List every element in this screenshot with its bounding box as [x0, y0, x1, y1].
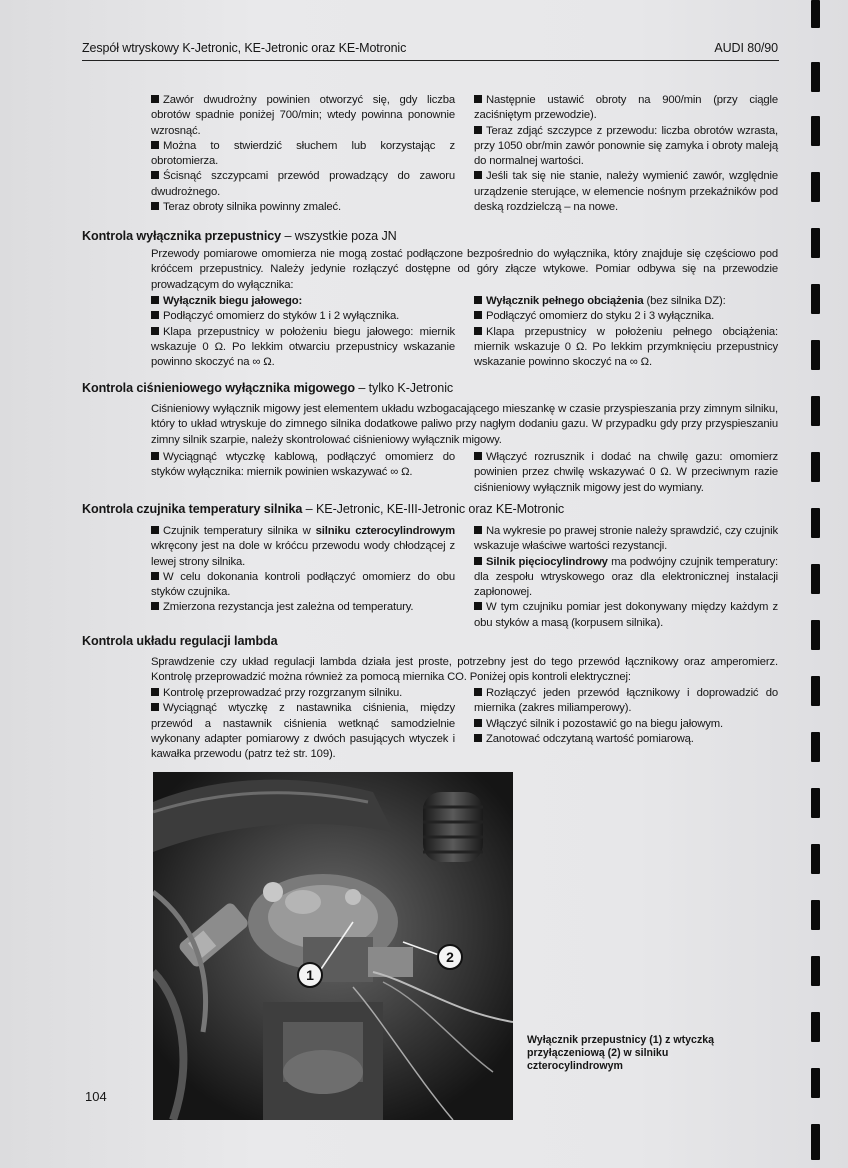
- bullet-square-icon: [474, 126, 482, 134]
- binding-mark: [811, 788, 820, 818]
- bullet-square-icon: [474, 688, 482, 696]
- binding-mark: [811, 116, 820, 146]
- list-item: W tym czujniku pomiar jest dokonywany między każdym z obu styków a masą (korpusem silnika).: [474, 601, 778, 629]
- bullet-square-icon: [474, 719, 482, 727]
- list-item: Następnie ustawić obroty na 900/min (przy ciągle zaciśniętym przewodzie).: [474, 94, 778, 122]
- bullet-square-icon: [474, 171, 482, 179]
- list-item: Podłączyć omomierz do styku 2 i 3 wyłącznika.: [474, 309, 778, 324]
- binding-mark: [811, 676, 820, 706]
- bullet-square-icon: [151, 171, 159, 179]
- list-item: Silnik pięciocylindrowy ma podwójny czujnik temperatury: dla zespołu wtryskowego oraz dla elektronicznej instalacji zapłonowej.: [474, 555, 778, 599]
- binding-mark: [811, 62, 820, 92]
- section5-right-column: [474, 686, 778, 747]
- list-item: Włączyć silnik i pozostawić go na biegu jałowym.: [474, 717, 778, 732]
- figure-caption: Wyłącznik przepustnicy (1) z wtyczką przyłączeniową (2) w silniku czterocylindrowym: [527, 1034, 715, 1072]
- header-rule: [82, 60, 779, 61]
- list-item: Teraz zdjąć szczypce z przewodu: liczba obrotów wzrasta, przy 1050 obr/min zawór ponownie się zamyka i obroty maleją do normalnej wartości.: [474, 124, 778, 168]
- binding-mark: [811, 844, 820, 874]
- list-item: Klapa przepustnicy w położeniu biegu jałowego: miernik wskazuje 0 Ω. Po lekkim otwarciu przepustnicy wskazanie powinno skoczyć na ∞ Ω.: [151, 325, 455, 369]
- list-item: Podłączyć omomierz do styków 1 i 2 wyłącznika.: [151, 309, 455, 324]
- engine-photo: [153, 772, 513, 1120]
- binding-mark: [811, 228, 820, 258]
- subheading: Wyłącznik biegu jałowego:: [151, 294, 455, 309]
- running-header-model: AUDI 80/90: [714, 41, 778, 55]
- list-item: Zmierzona rezystancja jest zależna od temperatury.: [151, 600, 455, 615]
- list-item: Czujnik temperatury silnika w silniku czterocylindrowym wkręcony jest na dole w króćcu przewodu wody chłodzącej z lewej strony silnika.: [151, 525, 456, 568]
- section-heading: Kontrola ciśnieniowego wyłącznika migowego – tylko K-Jetronic: [82, 381, 454, 395]
- bullet-square-icon: [474, 734, 482, 742]
- binding-mark: [811, 0, 820, 28]
- binding-mark: [811, 620, 820, 650]
- list-item: W celu dokonania kontroli podłączyć omomierz do obu styków czujnika.: [151, 570, 455, 599]
- bullet-square-icon: [474, 311, 482, 319]
- bullet-square-icon: [151, 688, 159, 696]
- binding-mark: [811, 1012, 820, 1042]
- list-item: Na wykresie po prawej stronie należy sprawdzić, czy czujnik wskazuje właściwe wartości rezystancji.: [474, 525, 778, 553]
- callout-1-badge: 1: [297, 962, 323, 988]
- section-heading: Kontrola wyłącznika przepustnicy – wszystkie poza JN: [82, 229, 397, 243]
- list-item: Wyciągnąć wtyczkę kablową, podłączyć omomierz do styków wyłącznika: miernik powinien wskazywać ∞ Ω.: [151, 451, 455, 479]
- bullet-square-icon: [474, 602, 482, 610]
- list-item: Zanotować odczytaną wartość pomiarową.: [474, 732, 778, 747]
- list-item: Zawór dwudrożny powinien otworzyć się, gdy liczba obrotów spadnie poniżej 700/min; wtedy powinna ponownie wzrosnąć.: [151, 94, 455, 137]
- binding-mark: [811, 396, 820, 426]
- section5-intro: Sprawdzenie czy układ regulacji lambda działa jest proste, potrzebny jest do tego przewód łącznikowy oraz amperomierz. Kontrolę przeprowadzić można również za pomocą miernika CO. Poniżej opis kontroli elektrycznej:: [151, 656, 778, 684]
- list-item: Włączyć rozrusznik i dodać na chwilę gazu: omomierz powinien przez chwilę wskazywać 0 Ω. W przeciwnym razie ciśnieniowy wyłącznik migowy jest do wymiany.: [474, 451, 778, 494]
- bullet-square-icon: [151, 602, 159, 610]
- list-item: Jeśli tak się nie stanie, należy wymienić zawór, względnie urządzenie sterujące, w elemencie nośnym przekaźników pod deską rozdzielczą – na nowe.: [474, 170, 778, 214]
- section3-intro: Ciśnieniowy wyłącznik migowy jest elementem układu wzbogacającego mieszankę w czasie przyspieszania przy zimnym silniku, który to układ wtryskuje do zimnego silnika dodatkowe paliwo przy nagłym dodaniu gazu. W przypadku gdy przy przyspieszaniu zimny silnik szarpie, należy skontrolować ciśnieniowy wyłącznik migowy.: [151, 403, 778, 446]
- binding-mark: [811, 900, 820, 930]
- section2-left-column: [151, 294, 455, 370]
- list-item: Można to stwierdzić słuchem lub korzystając z obrotomierza.: [151, 139, 455, 168]
- binding-mark: [811, 452, 820, 482]
- bullet-square-icon: [474, 526, 482, 534]
- binding-mark: [811, 1124, 820, 1160]
- section-heading: Kontrola czujnika temperatury silnika – KE-Jetronic, KE-III-Jetronic oraz KE-Motronic: [82, 502, 565, 516]
- list-item: Rozłączyć jeden przewód łącznikowy i doprowadzić do miernika (zakres miliamperowy).: [474, 687, 778, 715]
- binding-mark: [811, 1068, 820, 1098]
- section1-right-column: [474, 93, 778, 215]
- bullet-square-icon: [151, 202, 159, 210]
- page-number: 104: [85, 1089, 107, 1104]
- section2-intro: Przewody pomiarowe omomierza nie mogą zostać podłączone bezpośrednio do wyłącznika, który znajduje się częściowo pod króćcem przepustnicy. Należy jedynie rozłączyć dostępne od góry złącze wtykowe. Pomiar odbywa się na przewodzie prowadzącym do wyłącznika:: [151, 248, 778, 291]
- list-item: Klapa przepustnicy w położeniu pełnego obciążenia: miernik wskazuje 0 Ω. Po lekkim przymknięciu przepustnicy wskazanie powinno skoczyć na ∞ Ω.: [474, 325, 778, 369]
- bullet-square-icon: [151, 327, 159, 335]
- bullet-square-icon: [151, 703, 159, 711]
- binding-mark: [811, 284, 820, 314]
- engine-photo-drawing: [153, 772, 513, 1120]
- binding-mark: [811, 732, 820, 762]
- running-header-title: Zespół wtryskowy K-Jetronic, KE-Jetronic oraz KE-Motronic: [82, 41, 407, 55]
- list-item: Ścisnąć szczypcami przewód prowadzący do zaworu dwudrożnego.: [151, 170, 455, 198]
- bullet-square-icon: [151, 526, 159, 534]
- bullet-square-icon: [151, 572, 159, 580]
- bullet-square-icon: [474, 95, 482, 103]
- binding-mark: [811, 564, 820, 594]
- bullet-square-icon: [151, 452, 159, 460]
- binding-mark: [811, 340, 820, 370]
- section-heading: Kontrola układu regulacji lambda: [82, 634, 278, 648]
- bullet-square-icon: [474, 327, 482, 335]
- section1-left-column: [151, 93, 455, 215]
- list-item: Wyciągnąć wtyczkę z nastawnika ciśnienia, między przewód a nastawnik ciśnienia wetknąć samodzielnie wykonany adapter pomiarowy z dwóch pasujących wtyczek i kawałka przewodu (patrz też str. 109).: [151, 702, 455, 761]
- section5-left-column: [151, 686, 455, 762]
- bullet-square-icon: [474, 296, 482, 304]
- subheading: Wyłącznik pełnego obciążenia (bez silnika DZ):: [474, 294, 778, 309]
- bullet-square-icon: [151, 95, 159, 103]
- binding-mark: [811, 508, 820, 538]
- list-item: Teraz obroty silnika powinny zmaleć.: [151, 200, 455, 215]
- binding-mark: [811, 172, 820, 202]
- list-item: Kontrolę przeprowadzać przy rozgrzanym silniku.: [151, 686, 455, 701]
- binding-mark: [811, 956, 820, 986]
- section3-right-column: [474, 450, 778, 496]
- bullet-square-icon: [151, 296, 159, 304]
- section4-right-column: [474, 524, 778, 631]
- section3-left-column: [151, 450, 455, 481]
- bullet-square-icon: [151, 141, 159, 149]
- bullet-square-icon: [151, 311, 159, 319]
- bullet-square-icon: [474, 452, 482, 460]
- section2-right-column: [474, 294, 778, 370]
- callout-2-badge: 2: [437, 944, 463, 970]
- bullet-square-icon: [474, 557, 482, 565]
- section4-left-column: [151, 524, 455, 616]
